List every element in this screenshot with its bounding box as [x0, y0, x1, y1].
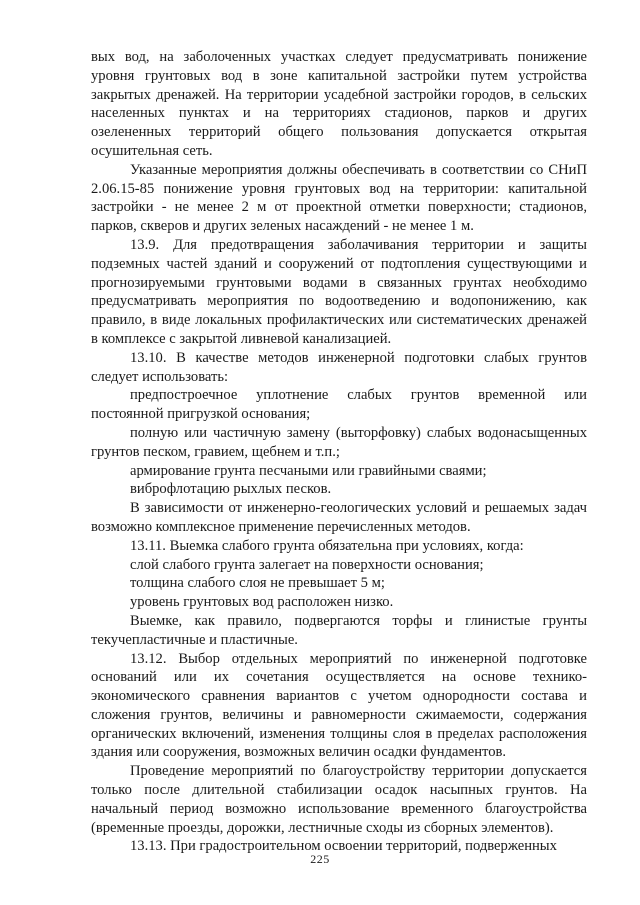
list-item: армирование грунта песчаными или гравийными сваями;: [130, 462, 487, 479]
paragraph-13-13: 13.13. При градостроительном освоении территорий, подверженных: [130, 838, 557, 855]
paragraph-13-10: 13.10. В качестве методов инженерной подготовки слабых грунтов следует использовать:: [91, 349, 587, 385]
paragraph-continuation: вых вод, на заболоченных участках следует предусматривать понижение уровня грунтовых вод в зоне капитальной застройки путем устройства закрытых дренажей. На территории усадебной застройки городов, в сельских населенных пунктах и на территориях стадионов, парков и других озелененных территорий общего пользования допускается открытая осушительная сеть.: [91, 49, 587, 159]
list-item: виброфлотацию рыхлых песков.: [130, 481, 332, 498]
list-item: слой слабого грунта залегает на поверхности основания;: [130, 556, 484, 573]
list-item: уровень грунтовых вод расположен низко.: [130, 594, 394, 611]
paragraph-13-11: 13.11. Выемка слабого грунта обязательна при условиях, когда:: [130, 537, 524, 554]
list-item: полную или частичную замену (выторфовку) слабых водонасыщенных грунтов песком, гравием, щебнем и т.п.;: [91, 424, 587, 460]
page-number: 225: [310, 852, 330, 866]
paragraph-requirements: Указанные мероприятия должны обеспечивать в соответствии со СНиП 2.06.15-85 понижение уровня грунтовых вод на территории: капитальной застройки - не менее 2 м от проектной отметки поверхности; стадионов, парков, скверов и других зеленых насаждений - не менее 1 м.: [91, 161, 587, 235]
body-text: [91, 48, 587, 856]
paragraph-13-9: 13.9. Для предотвращения заболачивания территории и защиты подземных частей зданий и сооружений от подтопления существующими и прогнозируемыми грунтовыми водами в связанных грунтах необходимо предусматривать мероприятия по водоотведению и водопонижению, как правило, в виде локальных профилактических или систематических дренажей в комплексе с закрытой ливневой канализацией.: [91, 236, 587, 347]
list-item: предпостроечное уплотнение слабых грунтов временной или постоянной пригрузкой основания;: [91, 387, 587, 423]
list-item: толщина слабого слоя не превышает 5 м;: [130, 575, 385, 592]
paragraph-landscaping: Проведение мероприятий по благоустройству территории допускается только после длительной стабилизации осадок насыпных грунтов. На начальный период возможно использование временного благоустройства (временные проезды, дорожки, лестничные сходы из сборных элементов).: [91, 763, 587, 836]
paragraph-13-12: 13.12. Выбор отдельных мероприятий по инженерной подготовке оснований или их сочетания осуществляется на основе технико-экономического сравнения вариантов с учетом однородности состава и сложения грунтов, величины и равномерности сжимаемости, содержания органических включений, изменения толщины слоя в пределах расположения здания или сооружения, возможных величин осадки фундаментов.: [91, 650, 587, 761]
paragraph-excavation: Выемке, как правило, подвергаются торфы и глинистые грунты текучепластичные и пластичные.: [91, 612, 587, 648]
paragraph-methods-combined: В зависимости от инженерно-геологических условий и решаемых задач возможно комплексное применение перечисленных методов.: [91, 500, 587, 535]
